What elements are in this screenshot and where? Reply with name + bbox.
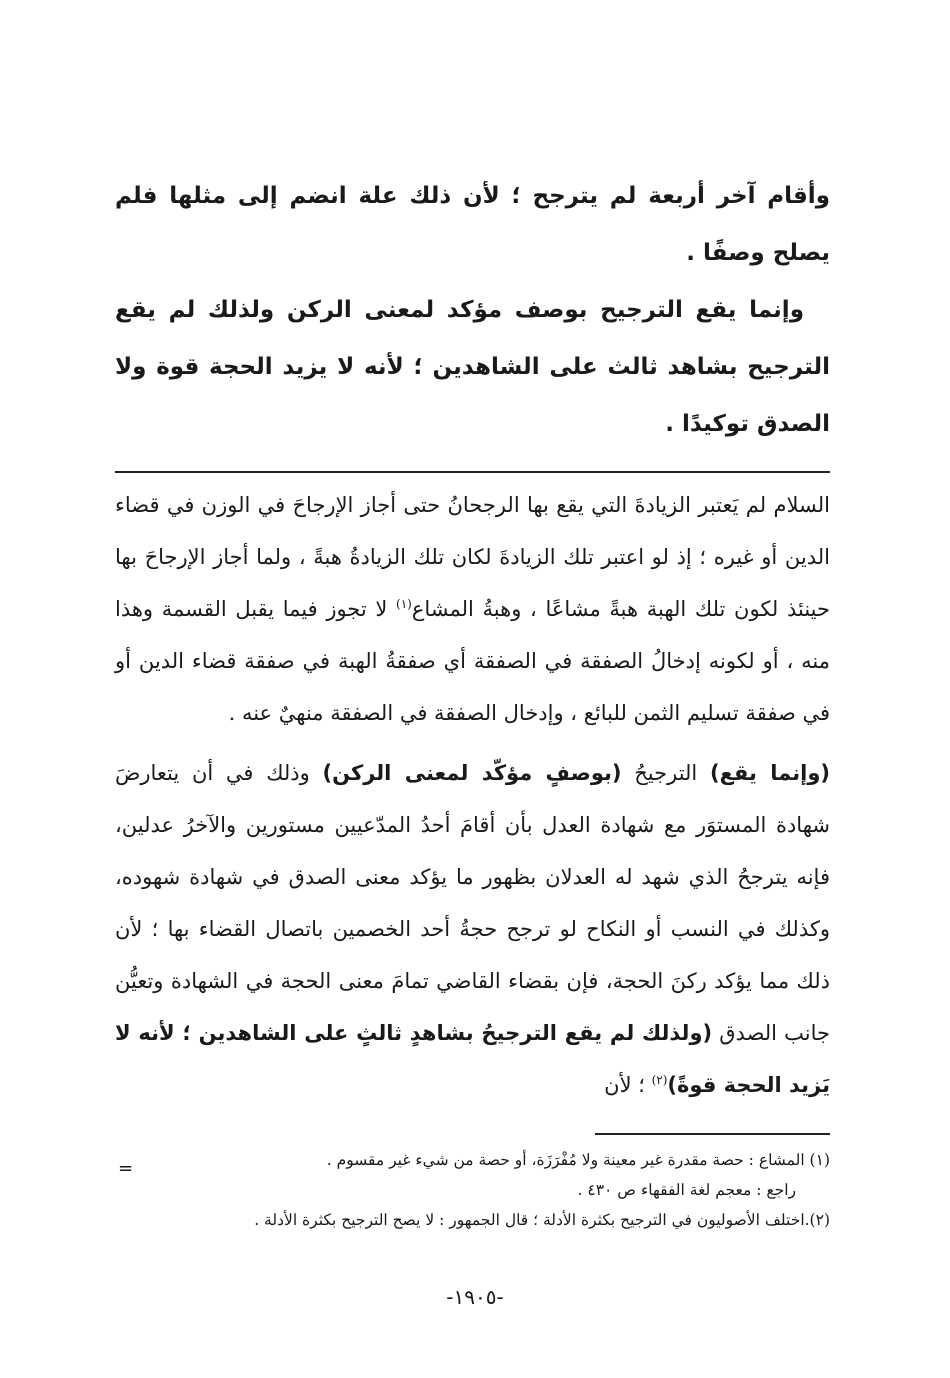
commentary-paragraph-2-part-e: ؛ لأن xyxy=(604,1073,652,1097)
commentary-paragraph-2-part-c: وذلك في أن يتعارضَ شهادة المستوَر مع شهادة العدل بأن أقامَ أحدُ المدّعيين مستورين والآخرُ عدلين، فإنه يترجحُ الذي شهد له العدلان بظهور ما يؤكد معنى الصدق في شهادة شهوده، وكذلك في النسب أو النكاح لو ترجح حجةُ أحد الخصمين باتصال القضاء بها ؛ لأن ذلك مما يؤكد ركنَ الحجة، فإن بقضاء القاضي تمامَ معنى الحجة في الشهادة وتعيُّن جانب الصدق xyxy=(115,761,830,1045)
footnote-2: (٢).اختلف الأصوليون في الترجيح بكثرة الأدلة ؛ قال الجمهور : لا يصح الترجيح بكثرة الأدلة . xyxy=(254,1211,830,1229)
quoted-matn-1: (وإنما يقع) xyxy=(709,761,830,785)
commentary-paragraph-1-rest: لا تجوز فيما يقبل القسمة وهذا منه ، أو لكونه إدخالُ الصفقة في الصفقة أي صفقةُ الهبة في صفقة قضاء الدين أو في صفقة تسليم الثمن للبائع ، وإدخال الصفقة في الصفقة منهيٌ عنه . xyxy=(115,597,830,725)
main-text-paragraph-1: وأقام آخر أربعة لم يترجح ؛ لأن ذلك علة انضم إلى مثلها فلم يصلح وصفًا . xyxy=(115,183,830,266)
commentary-paragraph-1 xyxy=(115,479,830,739)
footnotes xyxy=(115,1145,830,1235)
footnote-1-reference: راجع : معجم لغة الفقهاء ص ٤٣٠ . xyxy=(577,1181,796,1199)
main-text xyxy=(115,168,830,453)
commentary-paragraph-2-part-a: الترجيحُ xyxy=(621,761,710,785)
commentary-paragraph-2 xyxy=(115,747,830,1111)
commentary-text xyxy=(115,479,830,1111)
footnote-continuation-mark: = xyxy=(118,1158,134,1179)
page-body xyxy=(115,168,830,1235)
section-divider xyxy=(115,471,830,473)
commentary-paragraph-1-text: السلام لم يَعتبر الزيادةَ التي يقع بها الرجحانُ حتى أجاز الإرجاحَ في الوزن في قضاء الدين أو غيره ؛ إذ لو اعتبر تلك الزيادةَ لكان تلك الزيادةُ هبةً ، ولما أجاز الإرجاحَ بها حينئذ لكون تلك الهبة هبةً مشاعًا ، وهبةُ المشاع xyxy=(115,493,831,621)
quoted-matn-3: (ولذلك لم يقع الترجيحُ بشاهدٍ ثالثٍ على الشاهدين ؛ لأنه لا يَزيد الحجة قوةً) xyxy=(115,1021,830,1097)
footnote-ref-2: (٢) xyxy=(651,1073,668,1087)
page-number: -١٩٠٥- xyxy=(446,1285,504,1309)
footnote-divider xyxy=(595,1133,830,1135)
main-text-paragraph-2: وإنما يقع الترجيح بوصف مؤكد لمعنى الركن ولذلك لم يقع الترجيح بشاهد ثالث على الشاهدين ؛ لأنه لا يزيد الحجة قوة ولا الصدق توكيدًا . xyxy=(115,297,830,437)
footnote-ref-1: (١) xyxy=(396,597,412,611)
quoted-matn-2: (بوصفٍ مؤكّد لمعنى الركن) xyxy=(322,761,622,785)
footnote-1: (١) المشاع : حصة مقدرة غير معينة ولا مُفْرَزَة، أو حصة من شيء غير مقسوم . xyxy=(326,1151,830,1169)
